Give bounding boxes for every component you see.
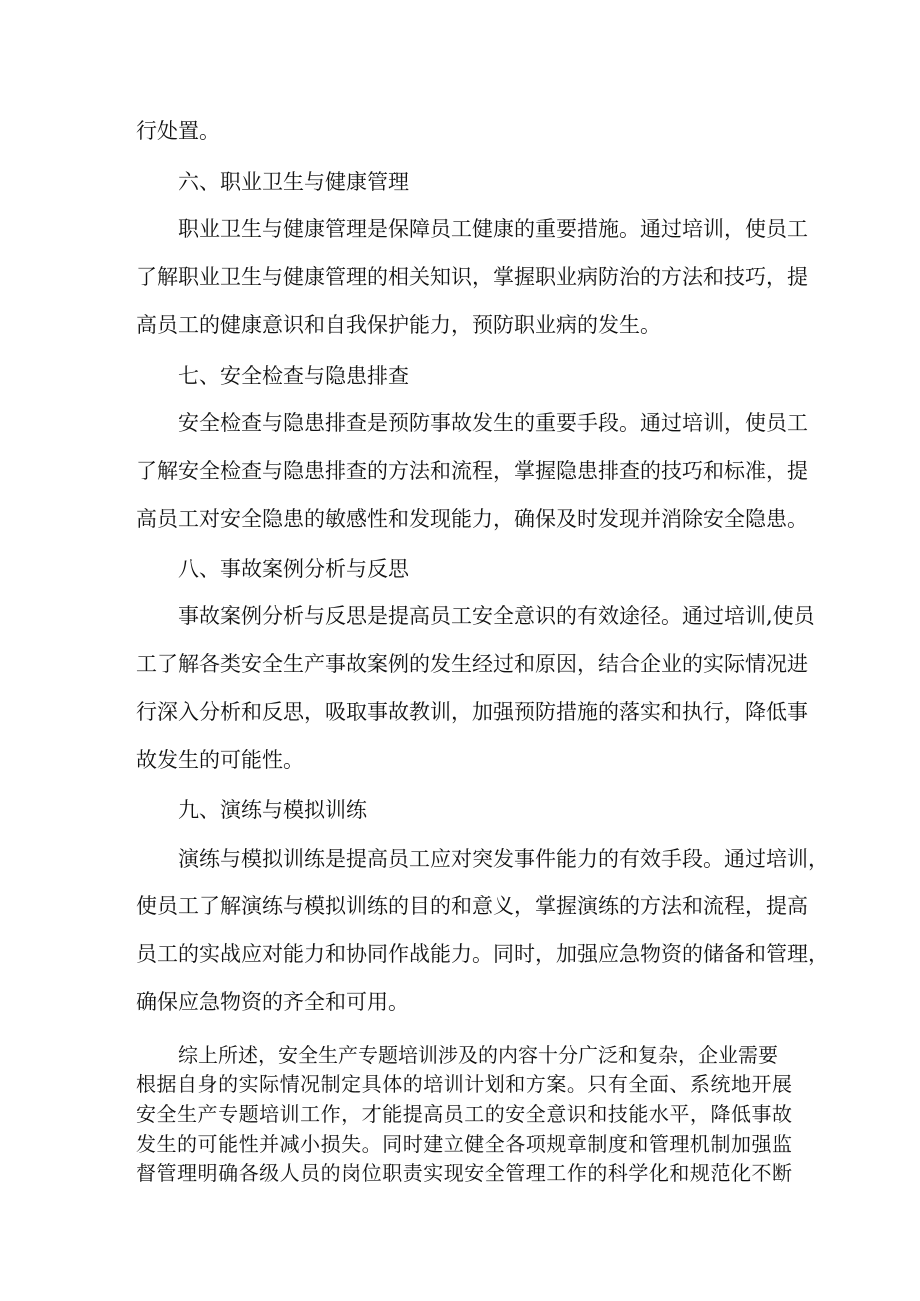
section-7-heading: 七、安全检查与隐患排查 [178,364,409,388]
intro-tail-line: 行处置。 [136,119,220,143]
section-9-line-3: 员工的实战应对能力和协同作战能力。同时，加强应急物资的储备和管理， [136,942,829,966]
section-8-line-4: 故发生的可能性。 [136,748,304,772]
summary-line-3: 安全生产专题培训工作，才能提高员工的安全意识和技能水平，降低事故 [136,1102,792,1126]
section-9-line-1: 演练与模拟训练是提高员工应对突发事件能力的有效手段。通过培训， [178,847,829,871]
summary-line-1: 综上所述，安全生产专题培训涉及的内容十分广泛和复杂，企业需要 [178,1043,778,1067]
summary-line-5: 督管理明确各级人员的岗位职责实现安全管理工作的科学化和规范化不断 [136,1161,792,1185]
section-7-line-1: 安全检查与隐患排查是预防事故发生的重要手段。通过培训，使员工 [178,411,808,435]
section-9-line-4: 确保应急物资的齐全和可用。 [136,990,409,1014]
section-7-line-2: 了解安全检查与隐患排查的方法和流程，掌握隐患排查的技巧和标准，提 [136,459,808,483]
summary-line-4: 发生的可能性并减小损失。同时建立健全各项规章制度和管理机制加强监 [136,1132,792,1156]
section-9-line-2: 使员工了解演练与模拟训练的目的和意义，掌握演练的方法和流程，提高 [136,894,808,918]
section-6-line-3: 高员工的健康意识和自我保护能力，预防职业病的发生。 [136,313,661,337]
section-9-heading: 九、演练与模拟训练 [178,798,367,822]
section-8-line-3: 行深入分析和反思，吸取事故教训，加强预防措施的落实和执行，降低事 [136,700,808,724]
summary-line-2: 根据自身的实际情况制定具体的培训计划和方案。只有全面、系统地开展 [136,1072,792,1096]
section-8-line-1: 事故案例分析与反思是提高员工安全意识的有效途径。通过培训,使员 [178,604,815,628]
section-6-line-1: 职业卫生与健康管理是保障员工健康的重要措施。通过培训，使员工 [178,217,808,241]
section-8-heading: 八、事故案例分析与反思 [178,557,409,581]
section-7-line-3: 高员工对安全隐患的敏感性和发现能力，确保及时发现并消除安全隐患。 [136,507,808,531]
section-6-line-2: 了解职业卫生与健康管理的相关知识，掌握职业病防治的方法和技巧，提 [136,265,808,289]
section-6-heading: 六、职业卫生与健康管理 [178,170,409,194]
section-8-line-2: 工了解各类安全生产事故案例的发生经过和原因，结合企业的实际情况进 [136,652,808,676]
